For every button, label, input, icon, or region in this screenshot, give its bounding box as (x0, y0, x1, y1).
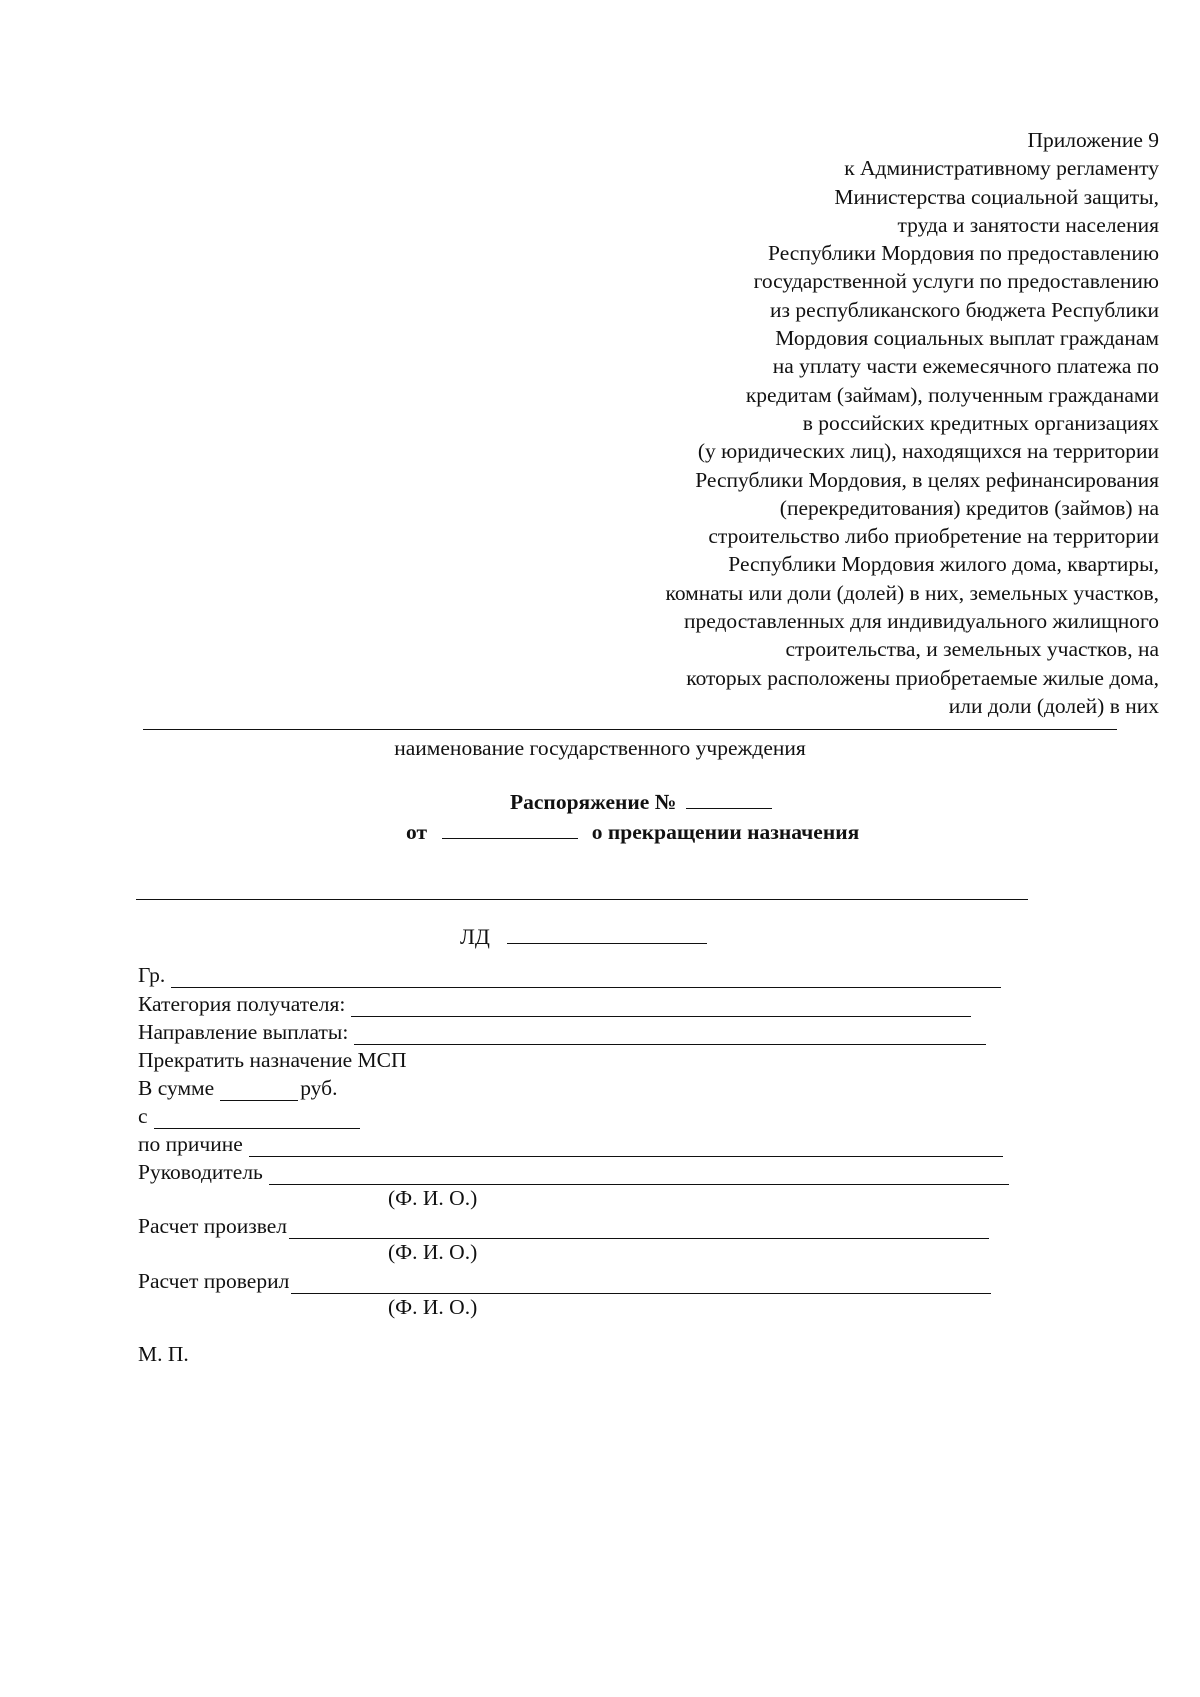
calc-checked-fio-caption: (Ф. И. О.) (388, 1295, 478, 1319)
direction-field[interactable] (354, 1024, 986, 1045)
calc-made-fio-caption: (Ф. И. О.) (388, 1240, 478, 1264)
ld-row (460, 924, 707, 950)
calc-made-row (138, 1211, 989, 1239)
head-row (138, 1157, 1009, 1185)
from-date-label: с (138, 1104, 148, 1128)
header-line: в российских кредитных организациях (802, 410, 1159, 435)
order-subject: о прекращении назначения (591, 820, 860, 844)
order-number-field[interactable] (686, 790, 772, 809)
header-line: Республики Мордовия жилого дома, квартиры, (728, 552, 1159, 577)
appendix-header (519, 126, 1159, 720)
from-date-field[interactable] (154, 1108, 360, 1129)
order-from-label: от (406, 820, 428, 844)
header-line: (у юридических лиц), находящихся на территории (697, 439, 1159, 464)
separator-line (136, 899, 1028, 900)
order-subtitle (406, 820, 859, 845)
header-line: Приложение 9 (1027, 128, 1159, 152)
from-date-row (138, 1101, 360, 1129)
terminate-row (138, 1045, 406, 1073)
header-line: кредитам (займам), полученным гражданами (745, 382, 1159, 407)
header-line: из республиканского бюджета Республики (770, 297, 1159, 322)
head-label: Руководитель (138, 1160, 263, 1184)
order-date-field[interactable] (442, 820, 578, 839)
calc-checked-label: Расчет проверил (138, 1269, 290, 1293)
citizen-row (138, 960, 1001, 988)
institution-caption: наименование государственного учреждения (394, 736, 806, 760)
institution-name-line[interactable] (143, 729, 1117, 730)
direction-row (138, 1017, 986, 1045)
amount-row (138, 1073, 337, 1101)
header-line: предоставленных для индивидуального жилищного (683, 609, 1159, 634)
header-line: Республики Мордовия, в целях рефинансирования (695, 467, 1159, 492)
direction-label: Направление выплаты: (138, 1020, 349, 1044)
head-fio-caption: (Ф. И. О.) (388, 1186, 478, 1210)
header-line: строительство либо приобретение на территории (708, 524, 1159, 549)
header-line: государственной услуги по предоставлению (753, 269, 1159, 294)
reason-label: по причине (138, 1132, 243, 1156)
amount-prefix: В сумме (138, 1076, 215, 1100)
reason-field[interactable] (249, 1136, 1003, 1157)
order-title (510, 790, 772, 815)
header-line: на уплату части ежемесячного платежа по (772, 354, 1159, 379)
header-line: к Административному регламенту (844, 156, 1159, 181)
citizen-field[interactable] (171, 967, 1001, 988)
terminate-label: Прекратить назначение МСП (138, 1048, 407, 1072)
calc-checked-row (138, 1266, 991, 1294)
category-field[interactable] (351, 996, 971, 1017)
header-line: комнаты или доли (долей) в них, земельных участков, (665, 580, 1159, 605)
calc-made-field[interactable] (289, 1218, 989, 1239)
calc-checked-field[interactable] (291, 1273, 991, 1294)
header-line: (перекредитования) кредитов (займов) на (779, 495, 1159, 520)
header-line: Республики Мордовия по предоставлению (768, 241, 1159, 266)
header-line: Министерства социальной защиты, (834, 184, 1159, 209)
header-line: Мордовия социальных выплат гражданам (775, 326, 1159, 351)
order-title-label: Распоряжение № (510, 790, 677, 814)
stamp-place: М. П. (138, 1342, 189, 1366)
citizen-label: Гр. (138, 963, 166, 987)
ld-label: ЛД (460, 924, 490, 949)
ld-field[interactable] (507, 925, 707, 944)
head-field[interactable] (269, 1164, 1009, 1185)
reason-row (138, 1129, 1003, 1157)
amount-suffix: руб. (300, 1076, 338, 1100)
category-row (138, 989, 971, 1017)
header-line: или доли (долей) в них (948, 693, 1159, 718)
category-label: Категория получателя: (138, 992, 346, 1016)
header-line: строительства, и земельных участков, на (785, 637, 1159, 662)
calc-made-label: Расчет произвел (138, 1214, 288, 1238)
header-line: труда и занятости населения (897, 212, 1159, 237)
amount-field[interactable] (220, 1080, 298, 1101)
header-line: которых расположены приобретаемые жилые дома, (686, 665, 1159, 690)
